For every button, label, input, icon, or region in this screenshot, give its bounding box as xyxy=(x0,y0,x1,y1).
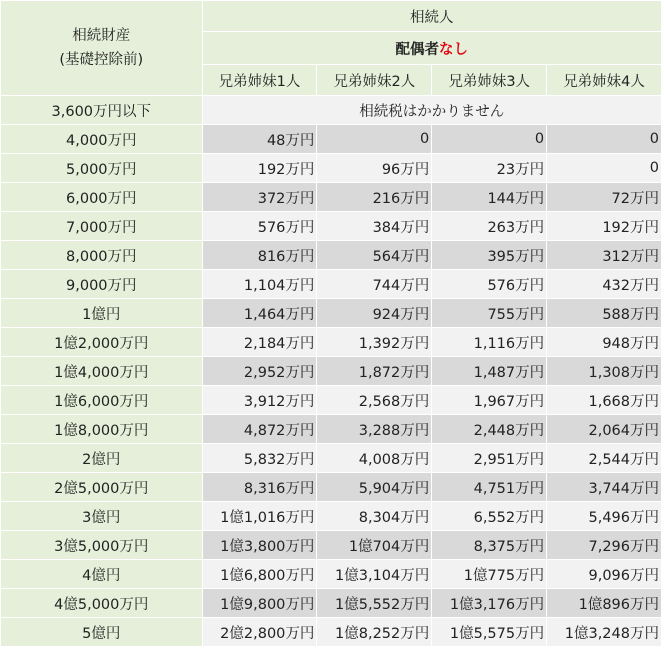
table-row xyxy=(1,415,662,444)
estate-value: 1億2,000万円 xyxy=(1,328,203,357)
estate-value: 4,000万円 xyxy=(1,125,203,154)
tax-amount-siblings-4: 432万円 xyxy=(547,270,662,299)
tax-amount-siblings-3: 1億775万円 xyxy=(432,560,547,589)
tax-amount-siblings-2: 2,568万円 xyxy=(317,386,432,415)
tax-amount-siblings-1: 1億6,800万円 xyxy=(202,560,317,589)
tax-amount-siblings-1: 2億2,800万円 xyxy=(202,618,317,647)
tax-amount-siblings-2: 924万円 xyxy=(317,299,432,328)
estate-value: 9,000万円 xyxy=(1,270,203,299)
tax-amount-siblings-3: 1億3,176万円 xyxy=(432,589,547,618)
no-tax-message: 相続税はかかりません xyxy=(202,96,661,125)
tax-amount-siblings-2: 0 xyxy=(317,125,432,154)
tax-amount-siblings-4: 72万円 xyxy=(547,183,662,212)
tax-amount-siblings-1: 2,184万円 xyxy=(202,328,317,357)
tax-amount-siblings-2: 216万円 xyxy=(317,183,432,212)
table-row xyxy=(1,560,662,589)
tax-amount-siblings-1: 2,952万円 xyxy=(202,357,317,386)
table-row xyxy=(1,270,662,299)
column-header-siblings-3: 兄弟姉妹3人 xyxy=(432,65,547,96)
tax-amount-siblings-2: 564万円 xyxy=(317,241,432,270)
table-row xyxy=(1,444,662,473)
tax-amount-siblings-2: 96万円 xyxy=(317,154,432,183)
estate-value: 4億5,000万円 xyxy=(1,589,203,618)
estate-column-header xyxy=(1,1,203,96)
tax-amount-siblings-1: 372万円 xyxy=(202,183,317,212)
tax-amount-siblings-1: 48万円 xyxy=(202,125,317,154)
tax-amount-siblings-4: 2,064万円 xyxy=(547,415,662,444)
estate-value: 3億円 xyxy=(1,502,203,531)
estate-value: 1億6,000万円 xyxy=(1,386,203,415)
tax-amount-siblings-3: 23万円 xyxy=(432,154,547,183)
table-row xyxy=(1,183,662,212)
tax-amount-siblings-2: 8,304万円 xyxy=(317,502,432,531)
estate-value: 2億5,000万円 xyxy=(1,473,203,502)
tax-amount-siblings-1: 192万円 xyxy=(202,154,317,183)
tax-amount-siblings-4: 9,096万円 xyxy=(547,560,662,589)
tax-amount-siblings-4: 0 xyxy=(547,125,662,154)
tax-amount-siblings-4: 1億3,248万円 xyxy=(547,618,662,647)
table-row xyxy=(1,502,662,531)
table-row xyxy=(1,357,662,386)
tax-amount-siblings-2: 1億3,104万円 xyxy=(317,560,432,589)
table-row xyxy=(1,125,662,154)
estate-label-note: (基礎控除前) xyxy=(59,52,144,68)
table-row xyxy=(1,299,662,328)
table-row xyxy=(1,531,662,560)
no-tax-row xyxy=(1,96,662,125)
estate-value: 4億円 xyxy=(1,560,203,589)
tax-amount-siblings-2: 384万円 xyxy=(317,212,432,241)
tax-amount-siblings-4: 5,496万円 xyxy=(547,502,662,531)
tax-amount-siblings-1: 5,832万円 xyxy=(202,444,317,473)
tax-amount-siblings-2: 1億8,252万円 xyxy=(317,618,432,647)
column-header-siblings-2: 兄弟姉妹2人 xyxy=(317,65,432,96)
table-row xyxy=(1,473,662,502)
tax-amount-siblings-3: 263万円 xyxy=(432,212,547,241)
tax-amount-siblings-4: 3,744万円 xyxy=(547,473,662,502)
estate-value: 8,000万円 xyxy=(1,241,203,270)
tax-amount-siblings-3: 1,967万円 xyxy=(432,386,547,415)
tax-amount-siblings-2: 3,288万円 xyxy=(317,415,432,444)
tax-amount-siblings-4: 312万円 xyxy=(547,241,662,270)
tax-amount-siblings-4: 192万円 xyxy=(547,212,662,241)
spouse-label: 配偶者 xyxy=(395,41,440,58)
tax-amount-siblings-3: 2,448万円 xyxy=(432,415,547,444)
tax-amount-siblings-4: 588万円 xyxy=(547,299,662,328)
tax-amount-siblings-1: 1,464万円 xyxy=(202,299,317,328)
heirs-header: 相続人 xyxy=(202,1,661,32)
tax-amount-siblings-4: 1億896万円 xyxy=(547,589,662,618)
tax-amount-siblings-1: 1億1,016万円 xyxy=(202,502,317,531)
table-row xyxy=(1,154,662,183)
tax-amount-siblings-3: 144万円 xyxy=(432,183,547,212)
tax-amount-siblings-4: 2,544万円 xyxy=(547,444,662,473)
tax-amount-siblings-3: 576万円 xyxy=(432,270,547,299)
tax-amount-siblings-3: 1,116万円 xyxy=(432,328,547,357)
table-row xyxy=(1,241,662,270)
estate-value: 1億4,000万円 xyxy=(1,357,203,386)
spouse-status: なし xyxy=(439,41,469,58)
estate-label: 相続財産 xyxy=(72,28,131,44)
tax-amount-siblings-3: 1,487万円 xyxy=(432,357,547,386)
column-header-siblings-4: 兄弟姉妹4人 xyxy=(547,65,662,96)
table-row xyxy=(1,589,662,618)
tax-amount-siblings-2: 1億704万円 xyxy=(317,531,432,560)
tax-amount-siblings-3: 755万円 xyxy=(432,299,547,328)
tax-amount-siblings-1: 8,316万円 xyxy=(202,473,317,502)
tax-amount-siblings-3: 395万円 xyxy=(432,241,547,270)
tax-amount-siblings-1: 1億3,800万円 xyxy=(202,531,317,560)
tax-amount-siblings-1: 576万円 xyxy=(202,212,317,241)
no-tax-estate: 3,600万円以下 xyxy=(1,96,203,125)
tax-amount-siblings-2: 5,904万円 xyxy=(317,473,432,502)
tax-amount-siblings-3: 0 xyxy=(432,125,547,154)
tax-amount-siblings-1: 4,872万円 xyxy=(202,415,317,444)
tax-amount-siblings-2: 744万円 xyxy=(317,270,432,299)
tax-amount-siblings-1: 3,912万円 xyxy=(202,386,317,415)
estate-value: 3億5,000万円 xyxy=(1,531,203,560)
column-header-siblings-1: 兄弟姉妹1人 xyxy=(202,65,317,96)
tax-amount-siblings-2: 4,008万円 xyxy=(317,444,432,473)
tax-amount-siblings-4: 1,308万円 xyxy=(547,357,662,386)
table-row xyxy=(1,386,662,415)
tax-amount-siblings-3: 4,751万円 xyxy=(432,473,547,502)
tax-amount-siblings-4: 7,296万円 xyxy=(547,531,662,560)
tax-amount-siblings-4: 0 xyxy=(547,154,662,183)
tax-amount-siblings-1: 1,104万円 xyxy=(202,270,317,299)
estate-value: 7,000万円 xyxy=(1,212,203,241)
tax-amount-siblings-2: 1,872万円 xyxy=(317,357,432,386)
tax-amount-siblings-3: 2,951万円 xyxy=(432,444,547,473)
estate-value: 1億円 xyxy=(1,299,203,328)
tax-amount-siblings-1: 816万円 xyxy=(202,241,317,270)
table-row xyxy=(1,328,662,357)
tax-amount-siblings-3: 6,552万円 xyxy=(432,502,547,531)
tax-amount-siblings-2: 1,392万円 xyxy=(317,328,432,357)
tax-amount-siblings-3: 8,375万円 xyxy=(432,531,547,560)
tax-amount-siblings-4: 1,668万円 xyxy=(547,386,662,415)
estate-value: 5,000万円 xyxy=(1,154,203,183)
tax-amount-siblings-4: 948万円 xyxy=(547,328,662,357)
table-row xyxy=(1,212,662,241)
estate-value: 6,000万円 xyxy=(1,183,203,212)
tax-amount-siblings-3: 1億5,575万円 xyxy=(432,618,547,647)
estate-value: 1億8,000万円 xyxy=(1,415,203,444)
estate-value: 2億円 xyxy=(1,444,203,473)
spouse-header xyxy=(202,32,661,65)
tax-amount-siblings-1: 1億9,800万円 xyxy=(202,589,317,618)
tax-amount-siblings-2: 1億5,552万円 xyxy=(317,589,432,618)
table-row xyxy=(1,618,662,647)
estate-value: 5億円 xyxy=(1,618,203,647)
